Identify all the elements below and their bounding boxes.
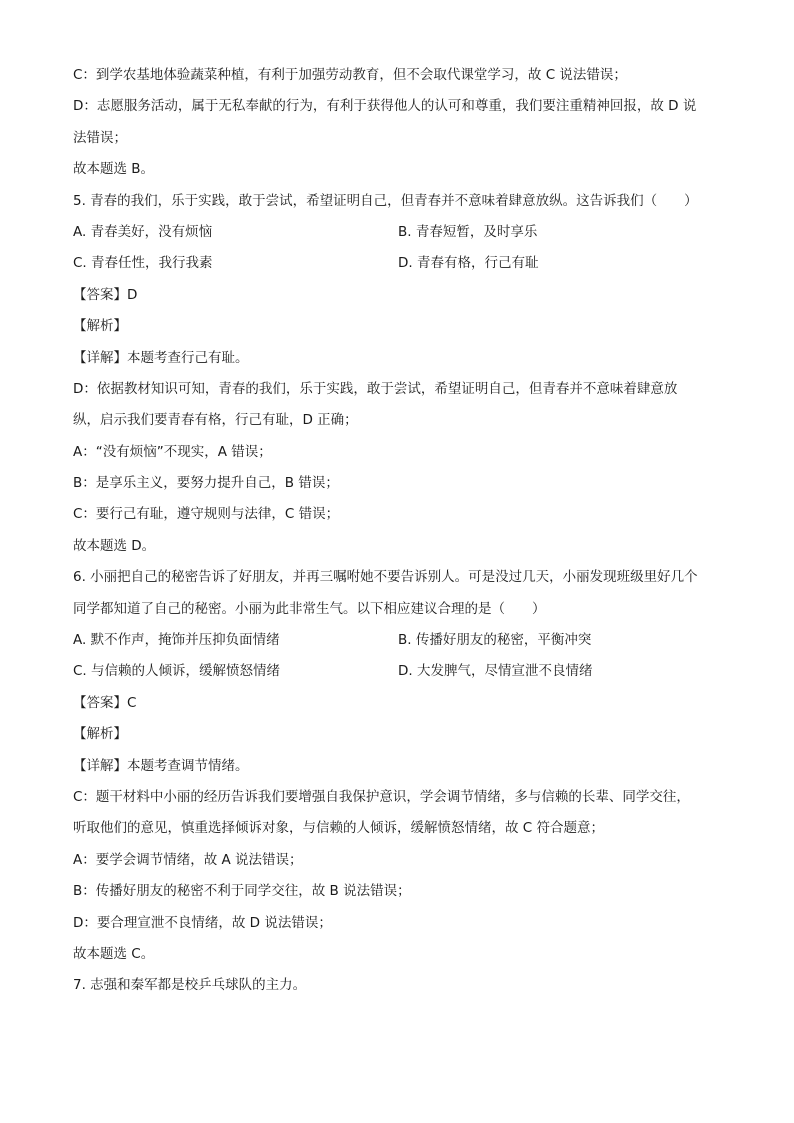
explanation-line: C：要行己有耻，遵守规则与法律，C 错误； — [73, 506, 340, 523]
option-d: D. 青春有格，行己有耻 — [398, 255, 539, 272]
explanation-line: 纵，启示我们要青春有格，行己有耻，D 正确； — [73, 412, 358, 429]
answer-label: 【答案】D — [73, 286, 138, 303]
question-5-options-row-2 — [73, 248, 723, 279]
option-a: A. 青春美好，没有烦恼 — [73, 223, 213, 240]
explanation-line: 故本题选 D。 — [73, 537, 156, 554]
explanation-line: D：要合理宣泄不良情绪，故 D 说法错误； — [73, 914, 332, 931]
text-line: 法错误； — [73, 129, 127, 146]
question-5-options-row-1 — [73, 217, 723, 248]
detail-line: 【详解】本题考查行己有耻。 — [73, 349, 249, 366]
answer-label: 【答案】C — [73, 694, 137, 711]
detail-line: 【详解】本题考查调节情绪。 — [73, 757, 249, 774]
explanation-line: B：传播好朋友的秘密不利于同学交往，故 B 说法错误； — [73, 883, 411, 900]
analysis-label: 【解析】 — [73, 726, 127, 743]
question-6-stem: 同学都知道了自己的秘密。小丽为此非常生气。以下相应建议合理的是（ ） — [73, 600, 546, 617]
option-a: A. 默不作声，掩饰并压抑负面情绪 — [73, 632, 280, 649]
document-page — [73, 60, 723, 1002]
explanation-line: A：要学会调节情绪，故 A 说法错误； — [73, 851, 303, 868]
question-7-stem: 7. 志强和秦军都是校乒乓球队的主力。 — [73, 977, 307, 994]
option-b: B. 青春短暂，及时享乐 — [398, 223, 538, 240]
option-c: C. 青春任性，我行我素 — [73, 255, 213, 272]
question-6-options-row-2 — [73, 656, 723, 687]
question-6-stem: 6. 小丽把自己的秘密告诉了好朋友，并再三嘱咐她不要告诉别人。可是没过几天，小丽发现班级里好几个 — [73, 569, 698, 586]
text-line: D：志愿服务活动，属于无私奉献的行为，有利于获得他人的认可和尊重，我们要注重精神回报，故 D 说 — [73, 98, 697, 115]
explanation-line: D：依据教材知识可知，青春的我们，乐于实践，敢于尝试，希望证明自己，但青春并不意味着肆意放 — [73, 380, 678, 397]
question-5-stem: 5. 青春的我们，乐于实践，敢于尝试，希望证明自己，但青春并不意味着肆意放纵。这告诉我们（ ） — [73, 192, 698, 209]
option-d: D. 大发脾气，尽情宣泄不良情绪 — [398, 663, 593, 680]
analysis-label: 【解析】 — [73, 318, 127, 335]
explanation-line: C：题干材料中小丽的经历告诉我们要增强自我保护意识，学会调节情绪，多与信赖的长辈、同学交往， — [73, 788, 690, 805]
explanation-line: A：“没有烦恼”不现实，A 错误； — [73, 443, 272, 460]
question-6-options-row-1 — [73, 625, 723, 656]
explanation-line: B：是享乐主义，要努力提升自己，B 错误； — [73, 475, 339, 492]
text-line: C：到学农基地体验蔬菜种植，有利于加强劳动教育，但不会取代课堂学习，故 C 说法错误； — [73, 67, 627, 83]
option-c: C. 与信赖的人倾诉，缓解愤怒情绪 — [73, 663, 281, 680]
explanation-line: 故本题选 C。 — [73, 945, 155, 962]
text-line: 故本题选 B。 — [73, 161, 155, 178]
explanation-line: 听取他们的意见，慎重选择倾诉对象，与信赖的人倾诉，缓解愤怒情绪，故 C 符合题意； — [73, 820, 605, 837]
option-b: B. 传播好朋友的秘密，平衡冲突 — [398, 632, 592, 649]
